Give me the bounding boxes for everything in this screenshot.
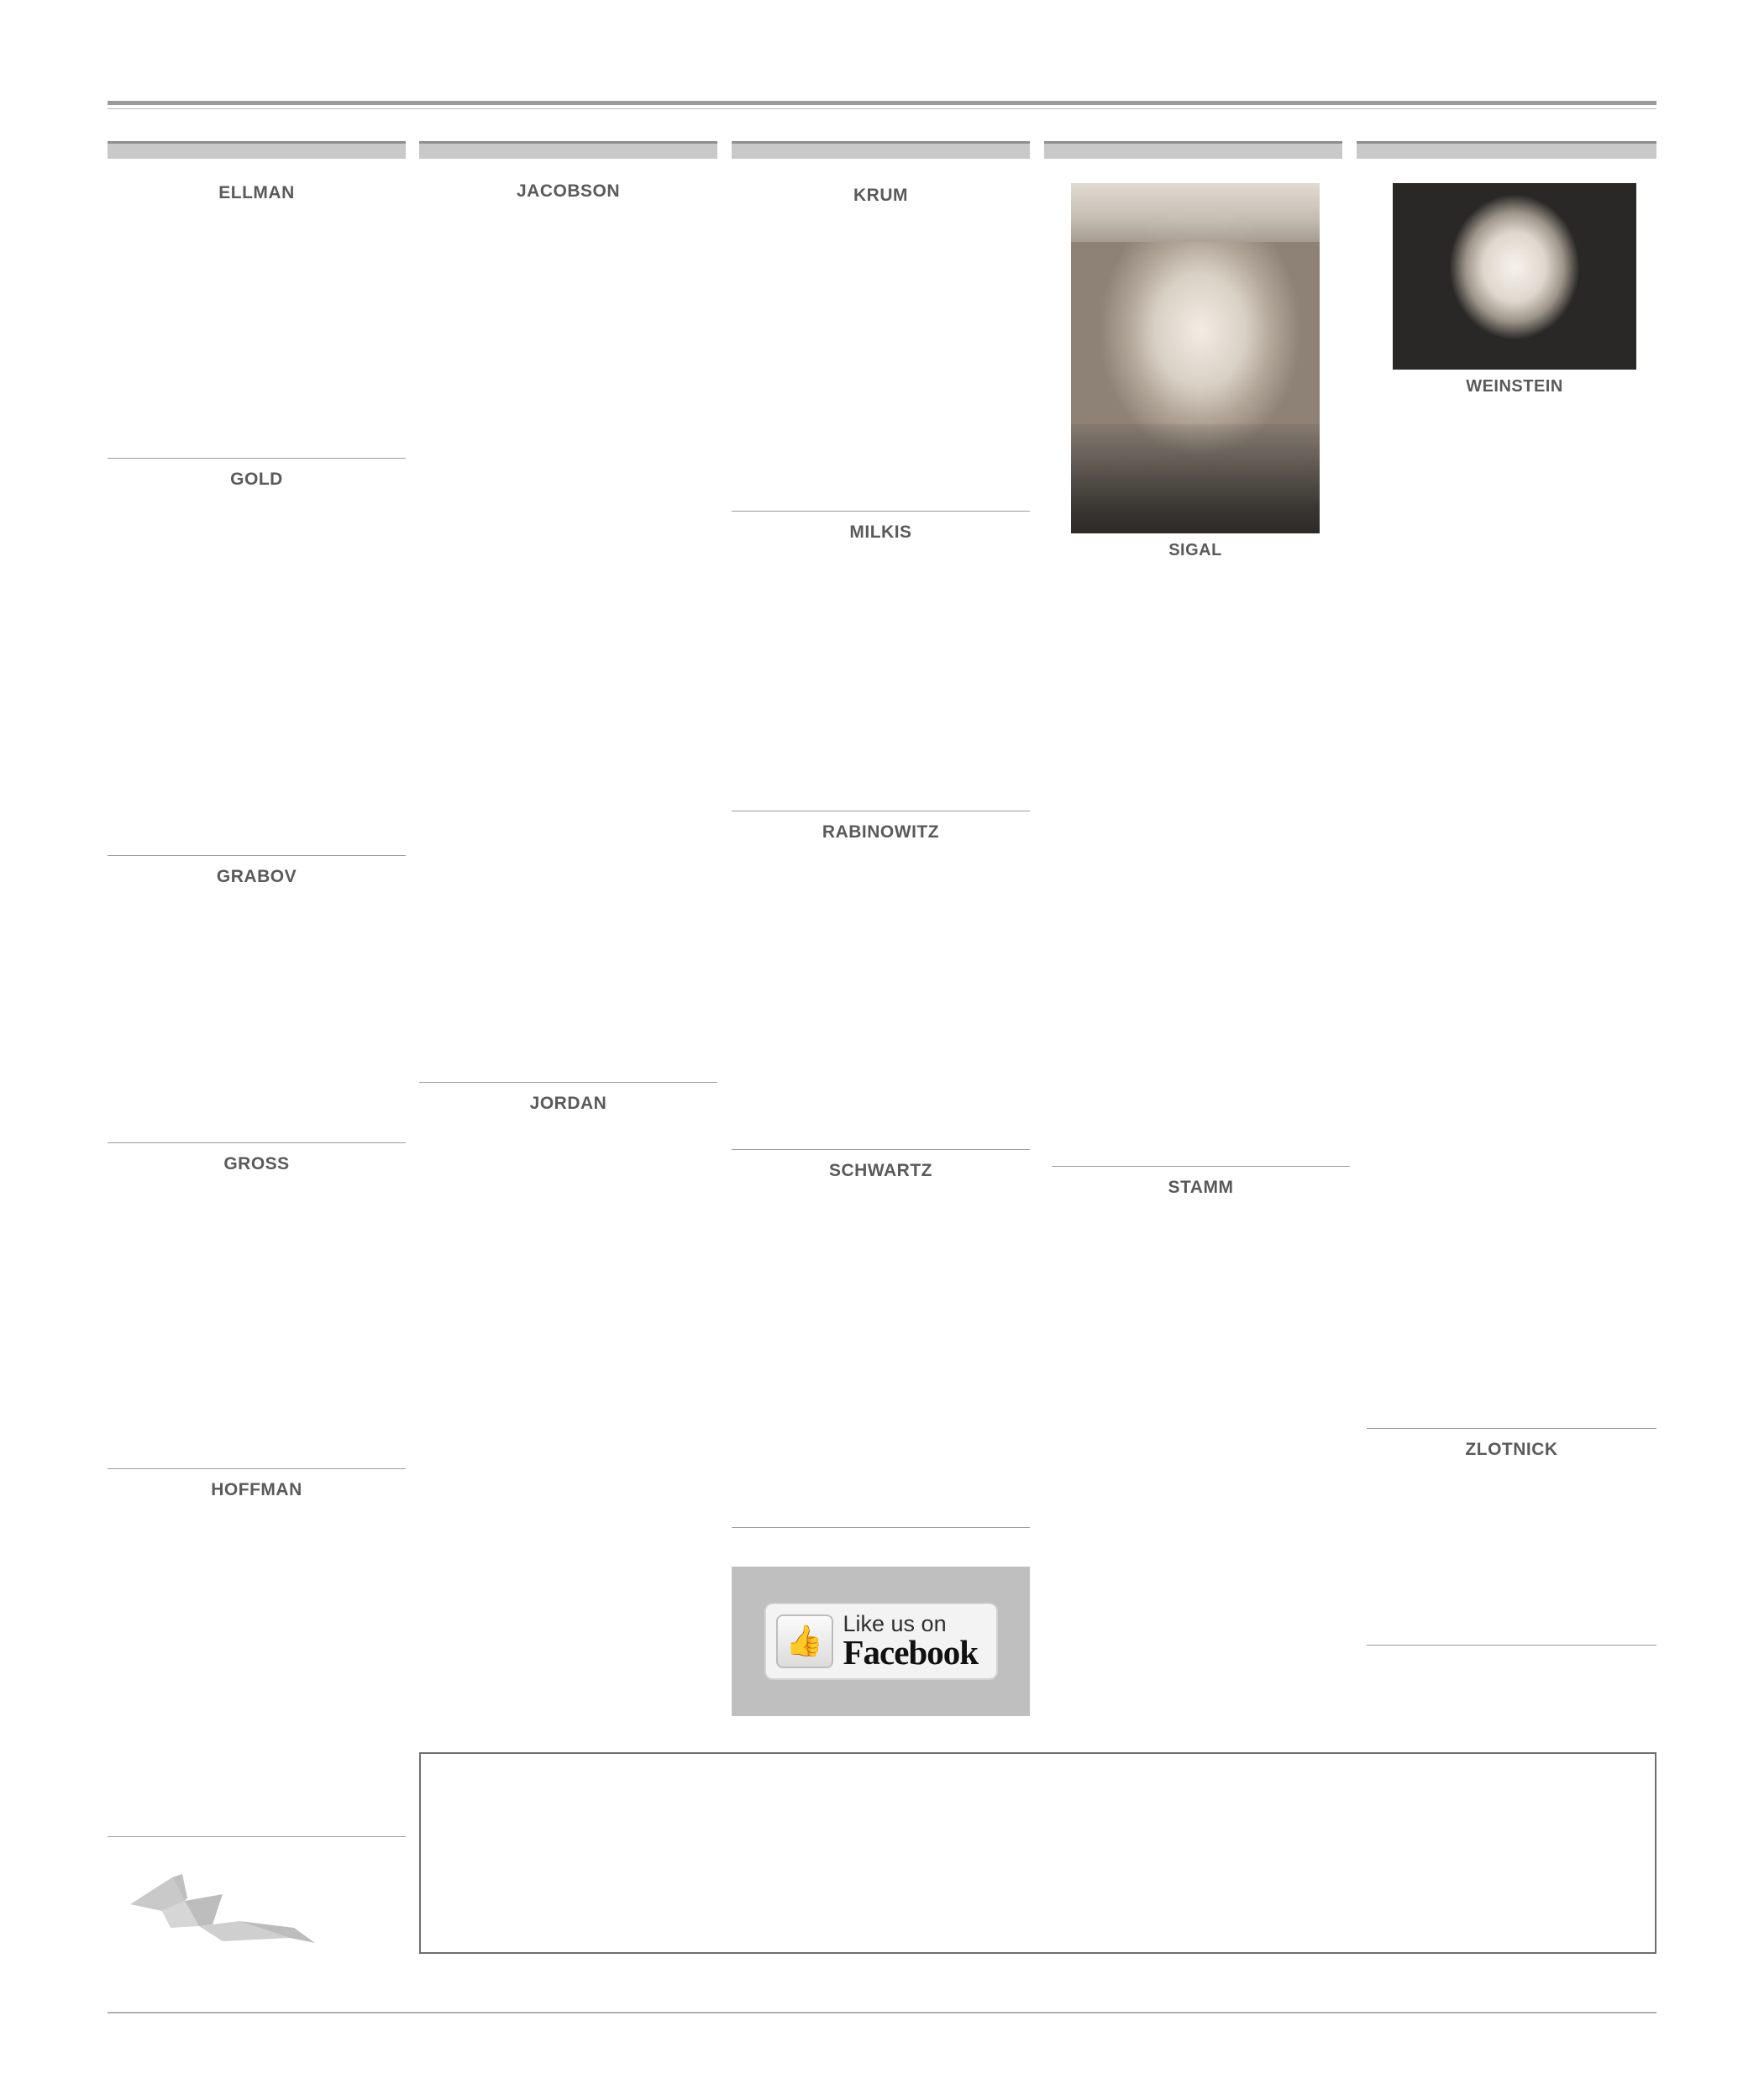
portrait-photo-sigal (1071, 183, 1320, 560)
portrait-image (1393, 183, 1636, 370)
entry-divider (732, 1149, 1030, 1150)
obituary-entry-gold[interactable] (108, 458, 406, 490)
portrait-photo-weinstein (1393, 183, 1636, 396)
obituary-name: GROSS (223, 1154, 290, 1173)
obituary-name: ZLOTNICK (1465, 1440, 1558, 1459)
obituary-entry-jacobson[interactable] (419, 171, 717, 202)
photo-caption: SIGAL (1168, 541, 1222, 559)
entry-divider (108, 1836, 406, 1837)
masthead-rule (108, 101, 1656, 105)
facebook-wordmark: Facebook (843, 1633, 979, 1672)
column-header-bar-4 (1044, 141, 1342, 159)
obituary-entry-gross[interactable] (108, 1142, 406, 1174)
entry-divider (419, 1082, 717, 1083)
obituary-name: MILKIS (849, 522, 912, 542)
obituary-entry-krum[interactable] (732, 175, 1030, 206)
entry-divider (1052, 1166, 1350, 1167)
dove-logo-icon (122, 1861, 365, 1957)
entry-divider (108, 1468, 406, 1469)
entry-divider (108, 855, 406, 856)
masthead-rule-thin (108, 108, 1656, 109)
obituary-entry-schwartz[interactable] (732, 1149, 1030, 1181)
column-5-bottom-divider (1367, 1645, 1656, 1646)
photo-caption: WEINSTEIN (1466, 377, 1563, 396)
obituary-name: JACOBSON (516, 181, 621, 201)
thumbs-up-icon (776, 1614, 833, 1668)
column-header-bar-2 (419, 141, 717, 159)
obituary-name: SCHWARTZ (829, 1161, 932, 1180)
obituary-name: ELLMAN (218, 183, 295, 202)
column-header-bar-3 (732, 141, 1030, 159)
footer-rule (108, 2012, 1656, 2013)
obituary-name: RABINOWITZ (822, 822, 940, 842)
facebook-badge-inner[interactable] (764, 1603, 998, 1680)
obituary-entry-rabinowitz[interactable] (732, 811, 1030, 843)
obituary-name: KRUM (853, 186, 908, 205)
obituary-entry-zlotnick[interactable] (1367, 1428, 1656, 1460)
portrait-image (1071, 183, 1320, 533)
obituary-name: STAMM (1168, 1178, 1234, 1197)
facebook-badge-text (843, 1613, 979, 1670)
column-header-bar-1 (108, 141, 406, 159)
obituary-entry-jordan[interactable] (419, 1082, 717, 1114)
obituary-name: JORDAN (529, 1094, 607, 1113)
entry-divider (108, 1142, 406, 1143)
logo-divider (108, 1836, 406, 1837)
entry-divider (1367, 1645, 1656, 1646)
obituary-name: GRABOV (216, 867, 297, 886)
entry-divider (1367, 1428, 1656, 1429)
obituary-entry-hoffman[interactable] (108, 1468, 406, 1500)
facebook-like-label: Like us on (843, 1611, 947, 1636)
obituary-entry-stamm[interactable] (1052, 1166, 1350, 1198)
column-3-bottom-divider (732, 1527, 1030, 1528)
advertisement-box[interactable] (419, 1752, 1656, 1954)
obituary-name: HOFFMAN (211, 1480, 302, 1499)
column-header-bar-5 (1357, 141, 1656, 159)
obituary-entry-milkis[interactable] (732, 511, 1030, 543)
facebook-like-badge[interactable] (732, 1567, 1030, 1716)
entry-divider (732, 1527, 1030, 1528)
obituary-entry-ellman[interactable] (108, 172, 406, 203)
obituary-name: GOLD (230, 470, 283, 489)
obituary-entry-grabov[interactable] (108, 855, 406, 887)
entry-divider (732, 511, 1030, 512)
entry-divider (108, 458, 406, 459)
